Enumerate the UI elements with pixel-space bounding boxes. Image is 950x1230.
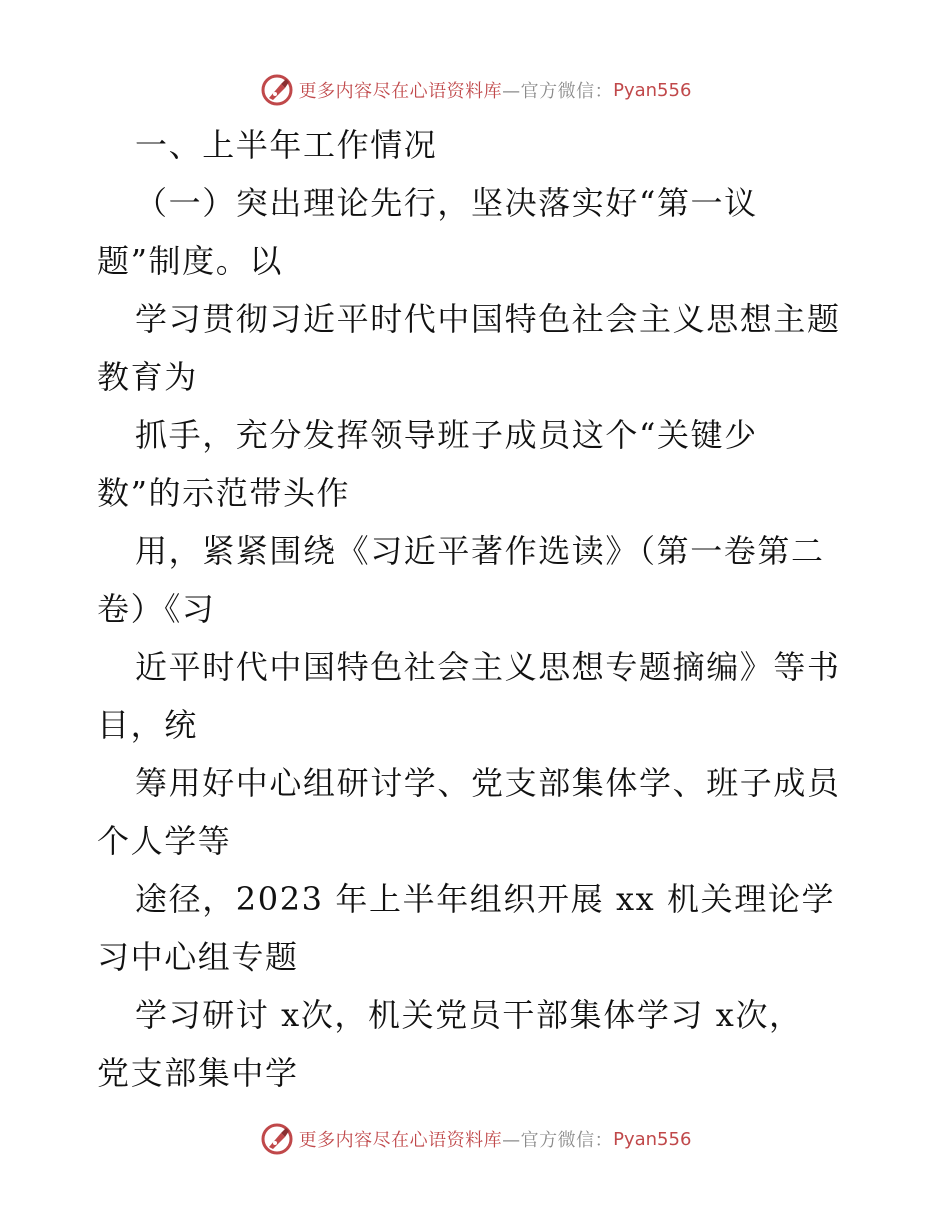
pen-nib-logo-icon	[259, 1121, 295, 1157]
watermark-wechat-label: —官方微信：	[502, 1130, 614, 1151]
text-line: 筹用好中心组研讨学、党支部集体学、班子成员	[135, 764, 841, 802]
header-watermark	[0, 70, 950, 110]
text-line: 党支部集中学	[97, 1054, 299, 1092]
pen-nib-logo-icon	[259, 72, 295, 108]
watermark-site-text: 更多内容尽在心语资料库	[298, 1130, 503, 1151]
text-line: 卷）《习	[97, 590, 216, 628]
text-line: 数”的示范带头作	[97, 474, 351, 512]
watermark-handle: Pyan556	[613, 79, 692, 101]
section-heading: 一、上半年工作情况	[135, 126, 438, 164]
text-line: 学习研讨 x次，机关党员干部集体学习 x次，	[135, 996, 803, 1034]
text-line: 途径，2023 年上半年组织开展 xx 机关理论学	[135, 880, 836, 918]
text-line: 习中心组专题	[97, 938, 299, 976]
text-line: 个人学等	[97, 822, 232, 860]
watermark-wechat-label: —官方微信：	[502, 81, 614, 102]
subsection-heading: （一）突出理论先行，坚决落实好“第一议	[135, 184, 758, 222]
text-line: 目，统	[97, 706, 198, 744]
text-line: 题”制度。以	[97, 242, 283, 280]
text-line: 近平时代中国特色社会主义思想专题摘编》等书	[135, 648, 841, 686]
text-line: 学习贯彻习近平时代中国特色社会主义思想主题	[135, 300, 841, 338]
text-line: 教育为	[97, 358, 198, 396]
text-line: 抓手，充分发挥领导班子成员这个“关键少	[135, 416, 758, 454]
watermark-handle: Pyan556	[613, 1128, 692, 1150]
watermark-site-text: 更多内容尽在心语资料库	[298, 81, 503, 102]
text-line: 用，紧紧围绕《习近平著作选读》（第一卷第二	[135, 532, 825, 570]
footer-watermark	[0, 1119, 950, 1159]
